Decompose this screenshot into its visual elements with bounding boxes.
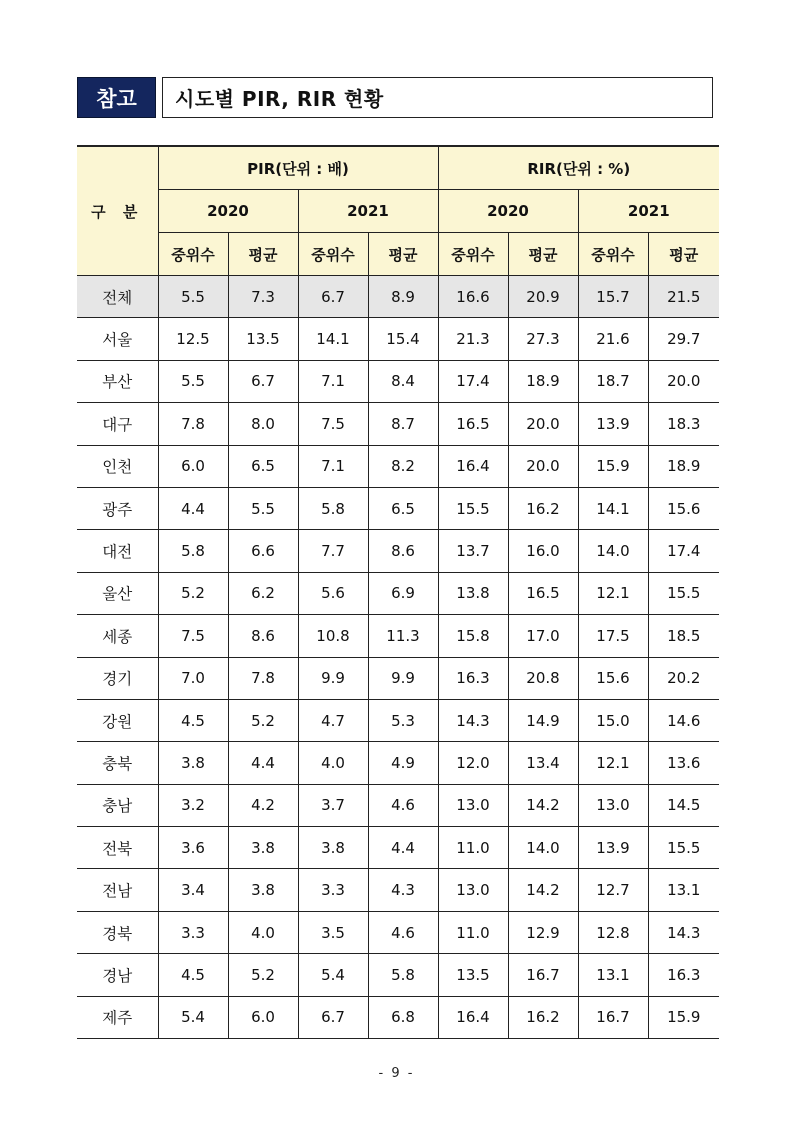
value-cell: 3.8 bbox=[228, 827, 298, 869]
value-cell: 16.5 bbox=[508, 572, 578, 614]
value-cell: 18.9 bbox=[508, 360, 578, 402]
value-cell: 3.6 bbox=[158, 827, 228, 869]
value-cell: 3.8 bbox=[158, 742, 228, 784]
value-cell: 4.5 bbox=[158, 699, 228, 741]
value-cell: 14.5 bbox=[648, 784, 719, 826]
value-cell: 4.0 bbox=[298, 742, 368, 784]
value-cell: 5.2 bbox=[158, 572, 228, 614]
value-cell: 7.5 bbox=[298, 403, 368, 445]
value-cell: 3.2 bbox=[158, 784, 228, 826]
table-row bbox=[77, 869, 719, 911]
value-cell: 13.5 bbox=[228, 318, 298, 360]
value-cell: 8.7 bbox=[368, 403, 438, 445]
value-cell: 5.8 bbox=[298, 487, 368, 529]
value-cell: 16.5 bbox=[438, 403, 508, 445]
value-cell: 13.4 bbox=[508, 742, 578, 784]
value-cell: 16.6 bbox=[438, 276, 508, 318]
table-row bbox=[77, 445, 719, 487]
row-header: 구 분 bbox=[77, 146, 158, 276]
value-cell: 12.1 bbox=[578, 742, 648, 784]
value-cell: 20.8 bbox=[508, 657, 578, 699]
value-cell: 14.6 bbox=[648, 699, 719, 741]
year-header: 2021 bbox=[298, 190, 438, 233]
value-cell: 18.9 bbox=[648, 445, 719, 487]
region-cell: 제주 bbox=[77, 996, 158, 1038]
region-cell: 강원 bbox=[77, 699, 158, 741]
value-cell: 13.0 bbox=[438, 869, 508, 911]
value-cell: 14.1 bbox=[298, 318, 368, 360]
subcol-header: 평균 bbox=[648, 233, 719, 276]
value-cell: 3.8 bbox=[228, 869, 298, 911]
value-cell: 5.8 bbox=[158, 530, 228, 572]
value-cell: 4.9 bbox=[368, 742, 438, 784]
value-cell: 14.3 bbox=[438, 699, 508, 741]
subcol-header: 평균 bbox=[368, 233, 438, 276]
value-cell: 13.6 bbox=[648, 742, 719, 784]
subcol-header: 중위수 bbox=[578, 233, 648, 276]
value-cell: 3.3 bbox=[158, 911, 228, 953]
value-cell: 13.5 bbox=[438, 954, 508, 996]
value-cell: 15.5 bbox=[648, 572, 719, 614]
subcol-header: 평균 bbox=[508, 233, 578, 276]
value-cell: 8.9 bbox=[368, 276, 438, 318]
page-title: 시도별 PIR, RIR 현황 bbox=[162, 77, 713, 118]
value-cell: 4.0 bbox=[228, 911, 298, 953]
value-cell: 15.6 bbox=[648, 487, 719, 529]
value-cell: 27.3 bbox=[508, 318, 578, 360]
value-cell: 4.7 bbox=[298, 699, 368, 741]
subcol-header: 중위수 bbox=[158, 233, 228, 276]
value-cell: 17.4 bbox=[648, 530, 719, 572]
value-cell: 3.4 bbox=[158, 869, 228, 911]
value-cell: 9.9 bbox=[368, 657, 438, 699]
value-cell: 14.0 bbox=[578, 530, 648, 572]
value-cell: 6.9 bbox=[368, 572, 438, 614]
value-cell: 20.0 bbox=[648, 360, 719, 402]
value-cell: 12.1 bbox=[578, 572, 648, 614]
value-cell: 8.2 bbox=[368, 445, 438, 487]
value-cell: 15.6 bbox=[578, 657, 648, 699]
value-cell: 13.1 bbox=[578, 954, 648, 996]
table-row bbox=[77, 954, 719, 996]
value-cell: 7.7 bbox=[298, 530, 368, 572]
value-cell: 12.7 bbox=[578, 869, 648, 911]
value-cell: 13.1 bbox=[648, 869, 719, 911]
subcol-header: 중위수 bbox=[438, 233, 508, 276]
value-cell: 8.4 bbox=[368, 360, 438, 402]
value-cell: 6.7 bbox=[298, 276, 368, 318]
value-cell: 16.0 bbox=[508, 530, 578, 572]
value-cell: 20.2 bbox=[648, 657, 719, 699]
value-cell: 21.5 bbox=[648, 276, 719, 318]
table-row bbox=[77, 996, 719, 1038]
value-cell: 15.9 bbox=[578, 445, 648, 487]
value-cell: 16.2 bbox=[508, 996, 578, 1038]
value-cell: 16.4 bbox=[438, 445, 508, 487]
table-row bbox=[77, 572, 719, 614]
value-cell: 13.0 bbox=[438, 784, 508, 826]
value-cell: 16.3 bbox=[438, 657, 508, 699]
table-row bbox=[77, 827, 719, 869]
value-cell: 4.4 bbox=[158, 487, 228, 529]
value-cell: 7.1 bbox=[298, 445, 368, 487]
value-cell: 6.0 bbox=[228, 996, 298, 1038]
table-row bbox=[77, 487, 719, 529]
region-cell: 충남 bbox=[77, 784, 158, 826]
value-cell: 14.9 bbox=[508, 699, 578, 741]
value-cell: 21.3 bbox=[438, 318, 508, 360]
value-cell: 8.6 bbox=[368, 530, 438, 572]
region-cell: 경남 bbox=[77, 954, 158, 996]
region-cell: 전남 bbox=[77, 869, 158, 911]
value-cell: 6.6 bbox=[228, 530, 298, 572]
value-cell: 18.7 bbox=[578, 360, 648, 402]
value-cell: 14.2 bbox=[508, 869, 578, 911]
value-cell: 5.3 bbox=[368, 699, 438, 741]
value-cell: 4.2 bbox=[228, 784, 298, 826]
value-cell: 13.0 bbox=[578, 784, 648, 826]
year-header: 2020 bbox=[438, 190, 578, 233]
value-cell: 16.7 bbox=[578, 996, 648, 1038]
value-cell: 14.2 bbox=[508, 784, 578, 826]
value-cell: 13.9 bbox=[578, 827, 648, 869]
value-cell: 5.5 bbox=[228, 487, 298, 529]
value-cell: 6.8 bbox=[368, 996, 438, 1038]
value-cell: 15.5 bbox=[648, 827, 719, 869]
table-row bbox=[77, 360, 719, 402]
value-cell: 5.5 bbox=[158, 276, 228, 318]
value-cell: 4.3 bbox=[368, 869, 438, 911]
table-row bbox=[77, 784, 719, 826]
region-cell: 전체 bbox=[77, 276, 158, 318]
value-cell: 7.5 bbox=[158, 615, 228, 657]
value-cell: 13.8 bbox=[438, 572, 508, 614]
group-header-rir: RIR(단위 : %) bbox=[438, 146, 719, 190]
value-cell: 5.5 bbox=[158, 360, 228, 402]
value-cell: 6.0 bbox=[158, 445, 228, 487]
region-cell: 충북 bbox=[77, 742, 158, 784]
table-row bbox=[77, 911, 719, 953]
region-cell: 서울 bbox=[77, 318, 158, 360]
value-cell: 4.4 bbox=[368, 827, 438, 869]
group-header-pir: PIR(단위 : 배) bbox=[158, 146, 438, 190]
pir-rir-table bbox=[77, 145, 719, 1039]
value-cell: 20.0 bbox=[508, 445, 578, 487]
value-cell: 12.8 bbox=[578, 911, 648, 953]
region-cell: 인천 bbox=[77, 445, 158, 487]
value-cell: 17.0 bbox=[508, 615, 578, 657]
region-cell: 전북 bbox=[77, 827, 158, 869]
value-cell: 4.6 bbox=[368, 784, 438, 826]
value-cell: 15.9 bbox=[648, 996, 719, 1038]
title-row bbox=[77, 77, 713, 118]
table-row bbox=[77, 742, 719, 784]
value-cell: 11.3 bbox=[368, 615, 438, 657]
value-cell: 5.4 bbox=[158, 996, 228, 1038]
subcol-header: 평균 bbox=[228, 233, 298, 276]
value-cell: 14.1 bbox=[578, 487, 648, 529]
value-cell: 6.7 bbox=[298, 996, 368, 1038]
value-cell: 4.4 bbox=[228, 742, 298, 784]
value-cell: 14.0 bbox=[508, 827, 578, 869]
value-cell: 15.5 bbox=[438, 487, 508, 529]
value-cell: 5.2 bbox=[228, 954, 298, 996]
value-cell: 15.0 bbox=[578, 699, 648, 741]
value-cell: 13.7 bbox=[438, 530, 508, 572]
region-cell: 대전 bbox=[77, 530, 158, 572]
table-row bbox=[77, 657, 719, 699]
year-header: 2020 bbox=[158, 190, 298, 233]
value-cell: 12.9 bbox=[508, 911, 578, 953]
region-cell: 경북 bbox=[77, 911, 158, 953]
value-cell: 16.7 bbox=[508, 954, 578, 996]
region-cell: 울산 bbox=[77, 572, 158, 614]
value-cell: 3.8 bbox=[298, 827, 368, 869]
table-row bbox=[77, 403, 719, 445]
value-cell: 10.8 bbox=[298, 615, 368, 657]
value-cell: 5.4 bbox=[298, 954, 368, 996]
value-cell: 17.5 bbox=[578, 615, 648, 657]
value-cell: 15.7 bbox=[578, 276, 648, 318]
value-cell: 21.6 bbox=[578, 318, 648, 360]
value-cell: 18.3 bbox=[648, 403, 719, 445]
value-cell: 6.5 bbox=[368, 487, 438, 529]
table-row bbox=[77, 530, 719, 572]
region-cell: 경기 bbox=[77, 657, 158, 699]
value-cell: 29.7 bbox=[648, 318, 719, 360]
table-row bbox=[77, 615, 719, 657]
value-cell: 5.8 bbox=[368, 954, 438, 996]
year-header: 2021 bbox=[578, 190, 719, 233]
value-cell: 16.2 bbox=[508, 487, 578, 529]
value-cell: 20.9 bbox=[508, 276, 578, 318]
value-cell: 14.3 bbox=[648, 911, 719, 953]
value-cell: 11.0 bbox=[438, 911, 508, 953]
value-cell: 16.3 bbox=[648, 954, 719, 996]
subcol-header: 중위수 bbox=[298, 233, 368, 276]
value-cell: 7.0 bbox=[158, 657, 228, 699]
table-row bbox=[77, 276, 719, 318]
value-cell: 4.6 bbox=[368, 911, 438, 953]
value-cell: 20.0 bbox=[508, 403, 578, 445]
page-number: - 9 - bbox=[378, 1066, 415, 1081]
value-cell: 8.0 bbox=[228, 403, 298, 445]
value-cell: 15.8 bbox=[438, 615, 508, 657]
value-cell: 6.2 bbox=[228, 572, 298, 614]
value-cell: 7.8 bbox=[228, 657, 298, 699]
value-cell: 7.1 bbox=[298, 360, 368, 402]
value-cell: 12.0 bbox=[438, 742, 508, 784]
value-cell: 8.6 bbox=[228, 615, 298, 657]
table-row bbox=[77, 699, 719, 741]
reference-tag: 참고 bbox=[77, 77, 156, 118]
value-cell: 18.5 bbox=[648, 615, 719, 657]
value-cell: 6.7 bbox=[228, 360, 298, 402]
region-cell: 광주 bbox=[77, 487, 158, 529]
value-cell: 11.0 bbox=[438, 827, 508, 869]
region-cell: 대구 bbox=[77, 403, 158, 445]
value-cell: 12.5 bbox=[158, 318, 228, 360]
value-cell: 15.4 bbox=[368, 318, 438, 360]
value-cell: 9.9 bbox=[298, 657, 368, 699]
value-cell: 17.4 bbox=[438, 360, 508, 402]
region-cell: 부산 bbox=[77, 360, 158, 402]
value-cell: 7.3 bbox=[228, 276, 298, 318]
table-row bbox=[77, 318, 719, 360]
value-cell: 7.8 bbox=[158, 403, 228, 445]
value-cell: 5.6 bbox=[298, 572, 368, 614]
value-cell: 3.7 bbox=[298, 784, 368, 826]
value-cell: 16.4 bbox=[438, 996, 508, 1038]
value-cell: 4.5 bbox=[158, 954, 228, 996]
value-cell: 6.5 bbox=[228, 445, 298, 487]
value-cell: 5.2 bbox=[228, 699, 298, 741]
value-cell: 13.9 bbox=[578, 403, 648, 445]
region-cell: 세종 bbox=[77, 615, 158, 657]
value-cell: 3.3 bbox=[298, 869, 368, 911]
value-cell: 3.5 bbox=[298, 911, 368, 953]
